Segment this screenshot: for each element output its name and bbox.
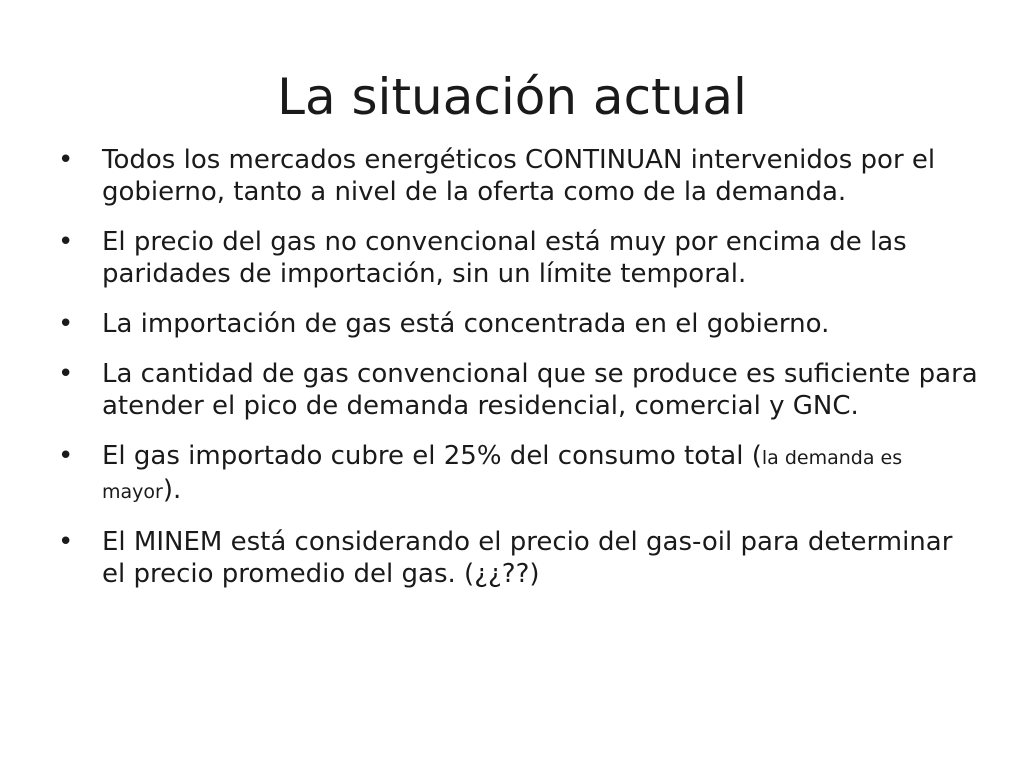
bullet-list (58, 144, 978, 608)
bullet-item (58, 526, 978, 590)
bullet-text: Todos los mercados energéticos CONTINUAN intervenidos por el gobierno, tanto a nivel de la oferta como de la demanda. (102, 145, 936, 207)
bullet-text-end: ). (162, 475, 182, 505)
bullet-icon: • (58, 309, 74, 339)
bullet-text: El precio del gas no convencional está muy por encima de las paridades de importación, sin un límite temporal. (102, 227, 907, 289)
bullet-item (58, 440, 978, 508)
bullet-text-main: El gas importado cubre el 25% del consumo total ( (102, 441, 762, 471)
bullet-item (58, 358, 978, 422)
bullet-icon: • (58, 227, 74, 257)
bullet-icon: • (58, 527, 74, 557)
bullet-icon: • (58, 441, 74, 471)
bullet-text-small: la demanda es mayor (102, 447, 903, 503)
bullet-text: El MINEM está considerando el precio del gas-oil para determinar el precio promedio del gas. (¿¿??) (102, 527, 953, 589)
slide-title: La situación actual (277, 68, 747, 126)
bullet-text: La cantidad de gas convencional que se produce es suficiente para atender el pico de demanda residencial, comercial y GNC. (102, 359, 978, 421)
bullet-icon: • (58, 145, 74, 175)
bullet-text: La importación de gas está concentrada en el gobierno. (102, 309, 830, 339)
bullet-item (58, 308, 978, 340)
bullet-icon: • (58, 359, 74, 389)
bullet-item (58, 144, 978, 208)
bullet-item (58, 226, 978, 290)
